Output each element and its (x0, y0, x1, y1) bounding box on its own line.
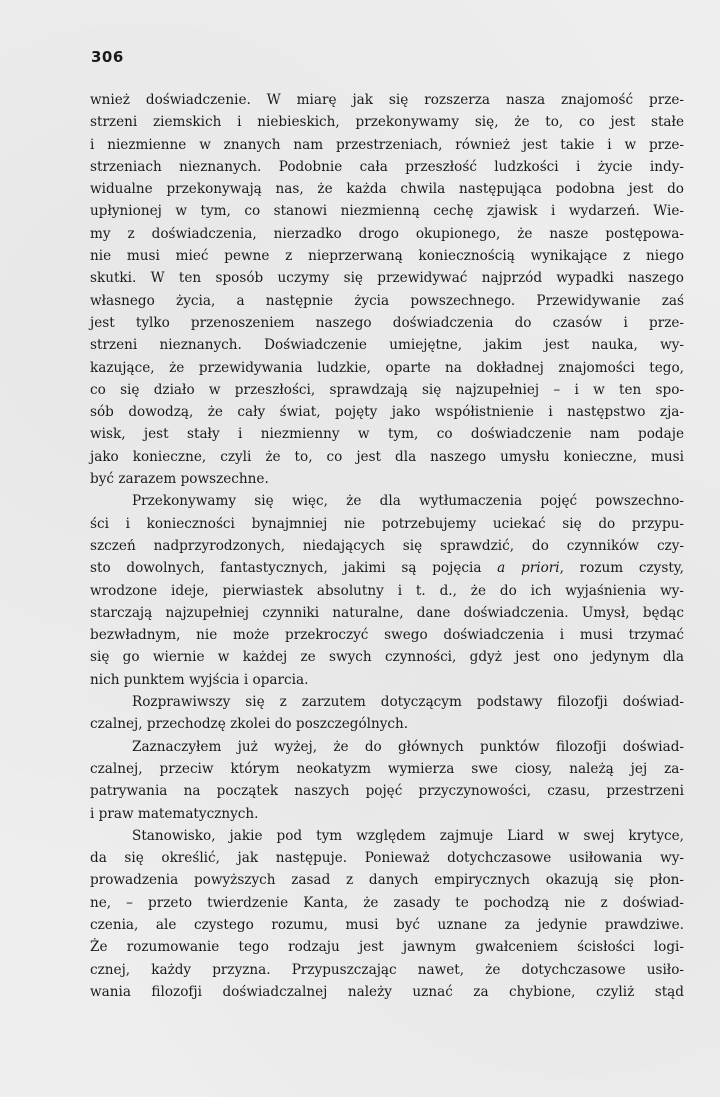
text-line: bezwładnym, nie może przekroczyć swego doświadczenia i musi trzymać (90, 627, 684, 644)
text-line: strzeniach nieznanych. Podobnie cała przeszłość ludzkości i życie indy- (90, 158, 684, 175)
text-line: czalnej, przeciw którym neokatyzm wymierza swe ciosy, należą jej za- (90, 760, 684, 777)
text-line: patrywania na początek naszych pojęć przyczynowości, czasu, przestrzeni (90, 783, 684, 800)
text-line: czalnej, przechodzę zkolei do poszczególnych. (90, 716, 409, 733)
text-line: strzeni nieznanych. Doświadczenie umiejętne, jakim jest nauka, wy- (90, 337, 684, 354)
text-line: wrodzone ideje, pierwiastek absolutny i t. d., że do ich wyjaśnienia wy- (90, 582, 684, 599)
text-line: Rozprawiwszy się z zarzutem dotyczącym podstawy filozofji doświad- (132, 694, 684, 711)
text-line: sób dowodzą, że cały świat, pojęty jako współistnienie i następstwo zja- (90, 404, 684, 421)
text-line: czenia, ale czystego rozumu, musi być uznane za jedynie prawdziwe. (90, 916, 684, 933)
text-line: strzeni ziemskich i niebieskich, przekonywamy się, że to, co jest stałe (90, 114, 684, 131)
text-segment: , rozum czysty, (559, 560, 684, 577)
text-line: kazujące, że przewidywania ludzkie, oparte na dokładnej znajomości tego, (90, 359, 684, 376)
text-line: własnego życia, a następnie życia powszechnego. Przewidywanie zaś (90, 292, 684, 309)
text-line: być zarazem powszechne. (90, 471, 269, 488)
text-line: da się określić, jak następuje. Ponieważ dotychczasowe usiłowania wy- (90, 850, 684, 867)
text-line: i praw matematycznych. (90, 805, 259, 822)
paragraph-3 (90, 691, 684, 736)
text-line: ści i konieczności bynajmniej nie potrzebujemy uciekać się do przypu- (90, 515, 684, 532)
text-line: ne, – przeto twierdzenie Kanta, że zasady te pochodzą nie z doświad- (90, 894, 684, 911)
text-line: nie musi mieć pewne z nieprzerwaną koniecznością wynikające z niego (90, 248, 684, 265)
text-line: wisk, jest stały i niezmienny w tym, co doświadczenie nam podaje (90, 426, 684, 443)
text-line: Stanowisko, jakie pod tym względem zajmuje Liard w swej krytyce, (132, 827, 684, 844)
text-line-with-italic (90, 557, 684, 579)
text-line: Zaznaczyłem już wyżej, że do głównych punktów filozofji doświad- (132, 738, 684, 755)
italic-phrase: a priori (497, 560, 560, 577)
text-line: i niezmienne w znanych nam przestrzeniach, również jest takie i w prze- (90, 136, 684, 153)
text-line: nich punktem wyjścia i oparcia. (90, 671, 309, 688)
text-line: prowadzenia powyższych zasad z danych empirycznych okazują się płon- (90, 872, 684, 889)
text-line: Że rozumowanie tego rodzaju jest jawnym gwałceniem ścisłości logi- (90, 939, 684, 956)
text-segment: sto dowolnych, fantastycznych, jakimi są pojęcia (90, 560, 498, 577)
text-line: co się działo w przeszłości, sprawdzają się najzupełniej – i w ten spo- (90, 381, 684, 398)
text-line: my z doświadczenia, nierzadko drogo okupionego, że nasze postępowa- (90, 225, 684, 242)
text-line: skutki. W ten sposób uczymy się przewidywać najprzód wypadki naszego (90, 270, 684, 287)
text-line: jest tylko przenoszeniem naszego doświadczenia do czasów i prze- (90, 314, 684, 331)
paragraph-4 (90, 736, 684, 825)
paragraph-5 (90, 825, 684, 1003)
text-line: wania filozofji doświadczalnej należy uznać za chybione, czyliż stąd (90, 983, 684, 1000)
paragraph-1 (90, 89, 684, 490)
paragraph-2 (90, 490, 684, 691)
text-line: jako konieczne, czyli że to, co jest dla naszego umysłu konieczne, musi (90, 448, 684, 465)
text-line: się go wiernie w każdej ze swych czynności, gdyż jest ono jedynym dla (90, 649, 684, 666)
page-number: 306 (91, 48, 124, 66)
text-line: szczeń nadprzyrodzonych, niedających się sprawdzić, do czynników czy- (90, 537, 684, 554)
text-line: widualne przekonywają nas, że każda chwila następująca podobna jest do (90, 181, 684, 198)
text-line: Przekonywamy się więc, że dla wytłumaczenia pojęć powszechno- (132, 493, 684, 510)
text-line: cznej, każdy przyzna. Przypuszczając nawet, że dotychczasowe usiło- (90, 961, 684, 978)
text-line: upłynionej w tym, co stanowi niezmienną cechę zjawisk i wydarzeń. Wie- (90, 203, 684, 220)
body-text (90, 89, 684, 1003)
text-line: starczają najzupełniej czynniki naturalne, dane doświadczenia. Umysł, będąc (90, 604, 684, 621)
text-line: wnież doświadczenie. W miarę jak się rozszerza nasza znajomość prze- (90, 92, 684, 108)
